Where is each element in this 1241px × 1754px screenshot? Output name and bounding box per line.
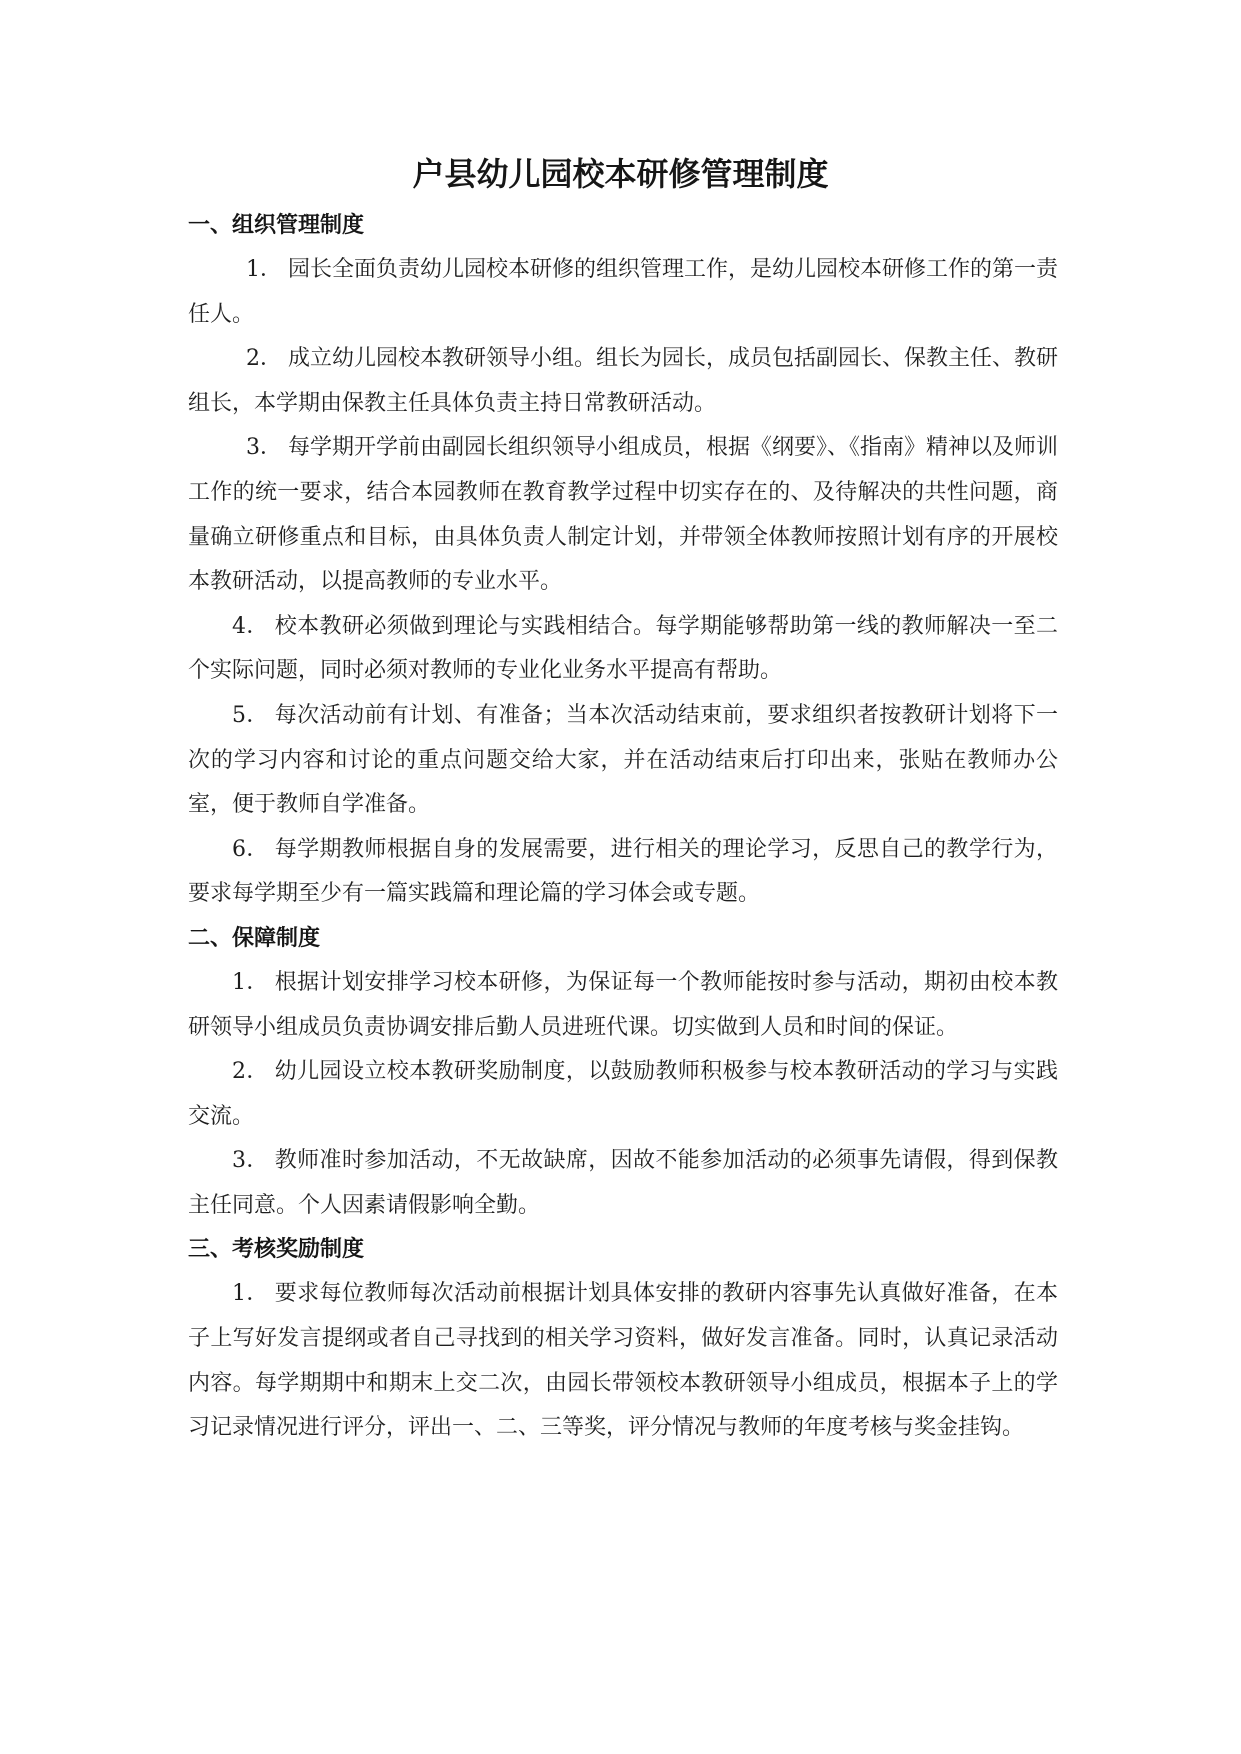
paragraph-text: 根据计划安排学习校本研修，为保证每一个教师能按时参与活动，期初由校本教研领导小组成员负责协调安排后勤人员进班代课。切实做到人员和时间的保证。 xyxy=(188,969,1058,1040)
paragraph xyxy=(188,605,1058,694)
item-number: 2． xyxy=(232,1059,269,1085)
paragraph-text: 每学期开学前由副园长组织领导小组成员，根据《纲要》、《指南》精神以及师训工作的统一要求，结合本园教师在教育教学过程中切实存在的、及待解决的共性问题，商量确立研修重点和目标，由具体负责人制定计划，并带领全体教师按照计划有序的开展校本教研活动，以提高教师的专业水平。 xyxy=(188,435,1059,595)
paragraph-text: 教师准时参加活动，不无故缺席，因故不能参加活动的必须事先请假，得到保教主任同意。个人因素请假影响全勤。 xyxy=(188,1148,1058,1218)
item-number: 1． xyxy=(232,1281,269,1307)
item-number: 2． xyxy=(246,346,282,372)
paragraph-text: 每次活动前有计划、有准备；当本次活动结束前，要求组织者按教研计划将下一次的学习内容和讨论的重点问题交给大家，并在活动结束后打印出来，张贴在教师办公室，便于教师自学准备。 xyxy=(188,702,1058,818)
item-number: 3． xyxy=(232,1148,269,1174)
section-heading-guarantee: 二、保障制度 xyxy=(188,925,321,951)
paragraph-text: 成立幼儿园校本教研领导小组。组长为园长，成员包括副园长、保教主任、教研组长，本学期由保教主任具体负责主持日常教研活动。 xyxy=(188,346,1059,416)
paragraph xyxy=(188,1050,1058,1139)
item-number: 1． xyxy=(246,257,282,282)
paragraph xyxy=(188,828,1058,917)
item-number: 3． xyxy=(246,435,282,461)
paragraph xyxy=(188,248,1058,337)
item-number: 5． xyxy=(232,702,269,728)
document-title: 户县幼儿园校本研修管理制度 xyxy=(412,155,829,193)
paragraph xyxy=(188,961,1058,1050)
paragraph-text: 要求每位教师每次活动前根据计划具体安排的教研内容事先认真做好准备，在本子上写好发言提纲或者自己寻找到的相关学习资料，做好发言准备。同时，认真记录活动内容。每学期期中和期末上交二次，由园长带领校本教研领导小组成员，根据本子上的学习记录情况进行评分，评出一、二、三等奖，评分情况与教师的年度考核与奖金挂钩。 xyxy=(188,1281,1058,1441)
paragraph xyxy=(188,337,1058,426)
item-number: 4． xyxy=(232,613,269,639)
paragraph xyxy=(188,1139,1058,1228)
paragraph-text: 幼儿园设立校本教研奖励制度，以鼓励教师积极参与校本教研活动的学习与实践交流。 xyxy=(188,1059,1058,1129)
item-number: 1． xyxy=(232,969,269,995)
paragraph-text: 校本教研必须做到理论与实践相结合。每学期能够帮助第一线的教师解决一至二个实际问题，同时必须对教师的专业化业务水平提高有帮助。 xyxy=(188,613,1058,684)
paragraph xyxy=(188,694,1058,828)
paragraph-text: 园长全面负责幼儿园校本研修的组织管理工作，是幼儿园校本研修工作的第一责任人。 xyxy=(188,257,1059,327)
paragraph-text: 每学期教师根据自身的发展需要，进行相关的理论学习，反思自己的教学行为，要求每学期至少有一篇实践篇和理论篇的学习体会或专题。 xyxy=(188,836,1058,907)
section-heading-organization: 一、组织管理制度 xyxy=(188,213,365,238)
paragraph xyxy=(188,426,1058,604)
section-heading-assessment: 三、考核奖励制度 xyxy=(188,1237,365,1263)
paragraph xyxy=(188,1272,1058,1450)
item-number: 6． xyxy=(232,836,269,862)
document-body xyxy=(188,204,1058,1451)
